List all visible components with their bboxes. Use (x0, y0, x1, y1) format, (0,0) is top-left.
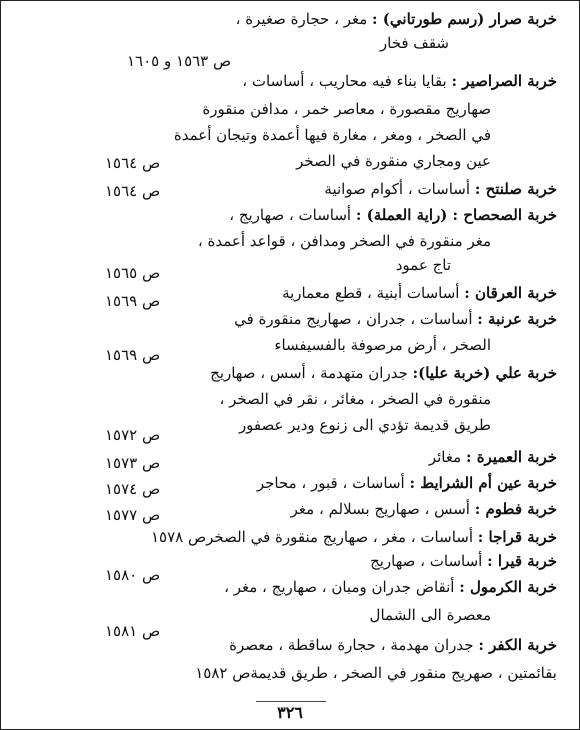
entry-text: أساسات ، قبور ، محاجر (256, 474, 405, 492)
entry-heading: خربة قيرا : (487, 552, 557, 570)
page-reference: ص ١٥٨١ (105, 622, 161, 640)
entry-text: طريق قديمة تؤدي الى زنوع ودير عصفور (238, 416, 491, 434)
page-reference: ص ١٥٧٣ (105, 454, 161, 472)
entry-text: بقايا بناء فيه محاريب ، أساسات ، (242, 72, 447, 90)
entry-text: منقورة في الصخر ، مغائر ، نقر في الصخر ، (219, 390, 491, 408)
entry-line (234, 309, 557, 329)
page-reference: ص ١٥٦٤ (105, 154, 161, 172)
entry-text: أنقاض جدران ومبان ، صهاريج ، مغر ، (224, 578, 455, 596)
entry-heading: خربة فطوم : (474, 500, 557, 518)
entry-text: مغر منقورة في الصخر ومدافن ، قواعد أعمدة ، (197, 232, 491, 250)
page-reference: ص ١٥٦٥ (105, 264, 161, 282)
entry-heading: خربة العميرة : (465, 448, 557, 466)
entry-heading: خربة قراجا : (477, 528, 557, 546)
entry-line (202, 99, 491, 119)
entry-text: مغر ، حجارة صغيرة ، (235, 10, 368, 28)
page-reference: ص ١٥٦٣ و ١٦٠٥ (127, 52, 232, 70)
entry-heading: خربة العرقان : (464, 284, 557, 302)
entry-line (210, 363, 557, 383)
entry-line (195, 663, 557, 683)
entry-heading: خربة الصحصاح : (راية العملة) : (355, 206, 557, 224)
page-reference: ص ١٥٧٧ (105, 506, 161, 524)
entry-line (274, 335, 491, 355)
entry-line (242, 71, 557, 91)
entry-text: أسس ، صهاريج بسلالم ، مغر (290, 500, 470, 518)
page-reference: ص ١٥٨٠ (105, 566, 161, 584)
entry-text: صهاريج مقصورة ، معاصر خمر ، مدافن منقورة (202, 100, 491, 118)
entry-line (257, 473, 557, 493)
page-reference: ص ١٥٧٢ (105, 426, 161, 444)
entry-line (224, 577, 557, 597)
entry-heading: خربة صلنتح : (474, 180, 557, 198)
entry-heading: خربة صرار (رسم طورتاني) : (372, 10, 557, 28)
entry-text: جدران متهدمة ، أسس ، صهاريج (210, 364, 408, 382)
page-reference: ص ١٥٦٩ (105, 346, 161, 364)
entry-heading: خربة الكرمول : (459, 578, 557, 596)
page-number: ٣٢٦ (277, 703, 303, 722)
entry-text: تاج عمود (395, 256, 451, 274)
entry-heading: خربة عرنبة : (477, 310, 557, 328)
entry-line (236, 9, 557, 29)
entry-text: مغائر (428, 448, 462, 466)
entry-line (229, 205, 557, 225)
entry-text: في الصخر ، ومغر ، مغارة فيها أعمدة وتيجان أعمدة (173, 126, 491, 144)
entry-line (296, 151, 491, 171)
entry-text: أساسات ، مغر ، صهاريج منقورة في الصخرص ١٥٧٨ (150, 528, 473, 546)
entry-line (151, 527, 557, 547)
entry-line (229, 635, 557, 655)
entry-line (324, 179, 557, 199)
entry-text: معصرة الى الشمال (369, 606, 491, 624)
entry-line (239, 415, 491, 435)
entry-line (291, 499, 557, 519)
entry-heading: خربة الصراصير : (451, 72, 557, 90)
entry-line (370, 551, 557, 571)
entry-text: عين ومجاري منقورة في الصخر (296, 152, 491, 170)
entry-text: الصخر ، أرض مرصوفة بالفسيفساء (274, 336, 491, 354)
entry-heading: خربة عين أم الشرايط : (409, 474, 557, 492)
entry-text: أساسات أبنية ، قطع معمارية (282, 284, 460, 302)
entry-text: شقف فخار (379, 34, 449, 52)
entry-text: أساسات ، صهاريج ، (229, 206, 352, 224)
entry-text: أساسات ، صهاريج (370, 552, 483, 570)
entry-line (396, 255, 451, 275)
page-number-rule (256, 701, 326, 702)
entry-line (219, 389, 491, 409)
entry-line (429, 447, 557, 467)
page-reference: ص ١٥٦٤ (105, 182, 161, 200)
entry-text: بقائمتين ، صهريج منقور في الصخر ، طريق قديمةص ١٥٨٢ (195, 664, 557, 682)
entry-line (198, 231, 491, 251)
entry-heading: خربة الكفر : (478, 636, 557, 654)
entry-line (370, 605, 491, 625)
entry-text: جدران مهدمة ، حجارة ساقطة ، معصرة (229, 636, 474, 654)
entry-heading: خربة علي (خربة عليا): (412, 364, 557, 382)
page-reference: ص ١٥٧٤ (105, 480, 161, 498)
entry-text: أساسات ، جدران ، صهاريج منقورة في (234, 310, 473, 328)
entry-text: أساسات ، أكوام صوانية (324, 180, 471, 198)
entry-line (380, 33, 449, 53)
page-reference: ص ١٥٦٩ (105, 292, 161, 310)
entry-line (282, 283, 557, 303)
entry-line (174, 125, 491, 145)
